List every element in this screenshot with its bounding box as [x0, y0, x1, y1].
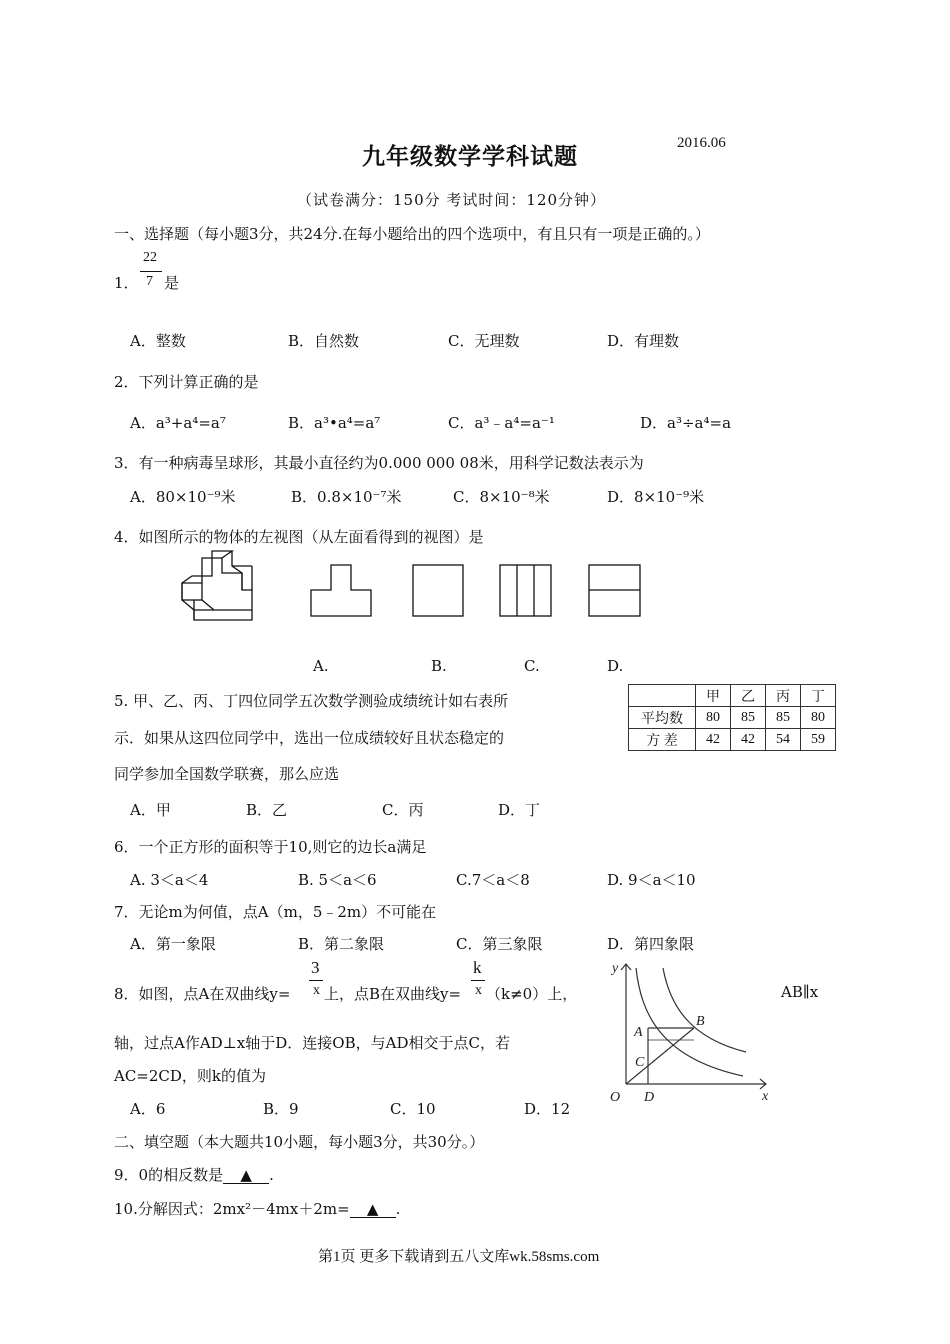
q1-fraction-bar	[140, 271, 162, 272]
table-cell: 平均数	[629, 707, 696, 729]
q10-stem: 10.分解因式：2mx²－4mx＋2m=	[114, 1200, 350, 1218]
section-heading-fill: 二、填空题（本大题共10小题，每小题3分，共30分。）	[114, 1133, 485, 1151]
q3-option-b: B．0.8×10⁻⁷米	[291, 488, 402, 506]
q2-option-a: A．a³+a⁴=a⁷	[130, 414, 226, 432]
y-axis-label: y	[612, 961, 619, 976]
q6-option-c: C.7＜a＜8	[456, 871, 530, 889]
point-a-label: A	[634, 1025, 643, 1040]
q1-fraction-numerator: 22	[143, 250, 157, 265]
q4-label-b: B.	[431, 657, 447, 675]
q9-line	[114, 1164, 274, 1185]
origin-label: O	[610, 1090, 621, 1105]
table-row	[629, 729, 836, 751]
q3-option-c: C．8×10⁻⁸米	[453, 488, 550, 506]
q7-option-d: D．第四象限	[607, 935, 695, 953]
q8-fraction-1-bar	[309, 980, 323, 981]
q3-option-d: D．8×10⁻⁹米	[607, 488, 705, 506]
q1-fraction-denominator: 7	[146, 274, 153, 289]
q8-text-part-3: （k≠0）上，	[486, 985, 578, 1003]
q8-line-2: 轴，过点A作AD⊥x轴于D．连接OB，与AD相交于点C，若	[114, 1034, 510, 1052]
q3-stem: 3．有一种病毒呈球形，其最小直径约为0.000 000 08米，用科学记数法表示为	[114, 454, 644, 472]
point-c-label: C	[635, 1055, 645, 1070]
q5-line-3: 同学参加全国数学联赛，那么应选	[114, 765, 340, 783]
q9-answer-blank[interactable]: ▲	[223, 1167, 269, 1184]
q2-option-c: C．a³﹣a⁴=a⁻¹	[448, 414, 555, 432]
table-cell: 59	[801, 729, 836, 751]
table-cell: 方 差	[629, 729, 696, 751]
q1-option-c: C．无理数	[448, 332, 520, 350]
q1-option-d: D．有理数	[607, 332, 680, 350]
exam-info: （试卷满分：150分 考试时间：120分钟）	[297, 191, 607, 209]
q1-option-a: A．整数	[130, 332, 186, 350]
q8-option-a: A．6	[130, 1100, 166, 1118]
table-cell: 42	[731, 729, 766, 751]
table-cell	[629, 685, 696, 707]
q4-label-d: D.	[607, 657, 624, 675]
q6-option-b: B. 5＜a＜6	[298, 871, 377, 889]
q6-option-d: D. 9＜a＜10	[607, 871, 696, 889]
table-row	[629, 707, 836, 729]
q5-line-2: 示．如果从这四位同学中，选出一位成绩较好且状态稳定的	[114, 729, 505, 747]
q7-stem: 7．无论m为何值，点A（m，5﹣2m）不可能在	[114, 903, 437, 921]
q5-option-c: C．丙	[382, 801, 424, 819]
q4-label-c: C.	[524, 657, 540, 675]
q8-fraction-2-bar	[471, 980, 485, 981]
table-cell: 85	[731, 707, 766, 729]
q5-line-1: 5. 甲、乙、丙、丁四位同学五次数学测验成绩统计如右表所	[114, 692, 509, 710]
q7-option-c: C．第三象限	[456, 935, 543, 953]
q6-option-a: A. 3＜a＜4	[130, 871, 209, 889]
q8-fraction-1-denominator: x	[313, 983, 320, 998]
table-cell: 甲	[696, 685, 731, 707]
table-cell: 丁	[801, 685, 836, 707]
q7-option-a: A．第一象限	[130, 935, 216, 953]
section-heading-choice: 一、选择题（每小题3分，共24分.在每小题给出的四个选项中，有且只有一项是正确的。）	[114, 225, 710, 243]
q4-label-a: A.	[313, 657, 329, 675]
q9-end: .	[269, 1166, 274, 1184]
q8-option-d: D．12	[524, 1100, 571, 1118]
q3-option-a: A．80×10⁻⁹米	[130, 488, 236, 506]
q10-end: .	[395, 1200, 401, 1218]
table-cell: 乙	[731, 685, 766, 707]
point-d-label: D	[644, 1090, 655, 1105]
page-footer: 第1页 更多下载请到五八文库wk.58sms.com	[318, 1249, 600, 1265]
q1-suffix: 是	[164, 274, 180, 292]
q4-stem: 4．如图所示的物体的左视图（从左面看得到的视图）是	[114, 528, 484, 546]
table-cell: 54	[766, 729, 801, 751]
q10-line	[114, 1198, 400, 1219]
q5-option-b: B．乙	[246, 801, 288, 819]
score-table	[628, 684, 836, 751]
page-title: 九年级数学学科试题	[362, 143, 578, 170]
q4-solid-object	[182, 551, 252, 620]
q8-text-part-2: 上，点B在双曲线y=	[324, 985, 462, 1003]
q2-option-b: B．a³•a⁴=a⁷	[288, 414, 381, 432]
q8-hyperbola-graph	[598, 958, 776, 1106]
q8-fraction-2-numerator: k	[473, 958, 482, 977]
q2-stem: 2．下列计算正确的是	[114, 373, 259, 391]
q10-answer-blank[interactable]: ▲	[350, 1201, 396, 1218]
q8-fraction-1-numerator: 3	[311, 958, 320, 977]
q8-text-part-4: AB∥x	[781, 983, 819, 1001]
exam-date: 2016.06	[677, 135, 726, 151]
q4-option-c-figure	[500, 565, 551, 616]
q6-stem: 6．一个正方形的面积等于10,则它的边长a满足	[114, 838, 427, 856]
q8-option-b: B．9	[263, 1100, 299, 1118]
point-b-label: B	[696, 1014, 705, 1029]
q4-option-a-figure	[311, 565, 371, 616]
table-header-row	[629, 685, 836, 707]
table-cell: 80	[801, 707, 836, 729]
q9-stem: 9．0的相反数是	[114, 1166, 224, 1184]
q1-number: 1．	[114, 274, 139, 292]
table-cell: 85	[766, 707, 801, 729]
q4-figures	[170, 548, 660, 628]
x-axis-label: x	[762, 1089, 769, 1104]
q4-option-b-figure	[413, 565, 463, 616]
table-cell: 80	[696, 707, 731, 729]
q8-option-c: C．10	[390, 1100, 436, 1118]
q8-text-part-1: 8．如图，点A在双曲线y=	[114, 985, 291, 1003]
table-cell: 42	[696, 729, 731, 751]
q5-option-d: D．丁	[498, 801, 541, 819]
q7-option-b: B．第二象限	[298, 935, 385, 953]
q8-fraction-2-denominator: x	[475, 983, 482, 998]
table-cell: 丙	[766, 685, 801, 707]
q2-option-d: D．a³÷a⁴=a	[640, 414, 732, 432]
q8-line-3: AC=2CD，则k的值为	[114, 1067, 267, 1085]
q1-option-b: B．自然数	[288, 332, 360, 350]
q4-option-d-figure	[589, 565, 640, 616]
q5-option-a: A．甲	[130, 801, 171, 819]
curve-y-k-over-x	[663, 968, 746, 1052]
